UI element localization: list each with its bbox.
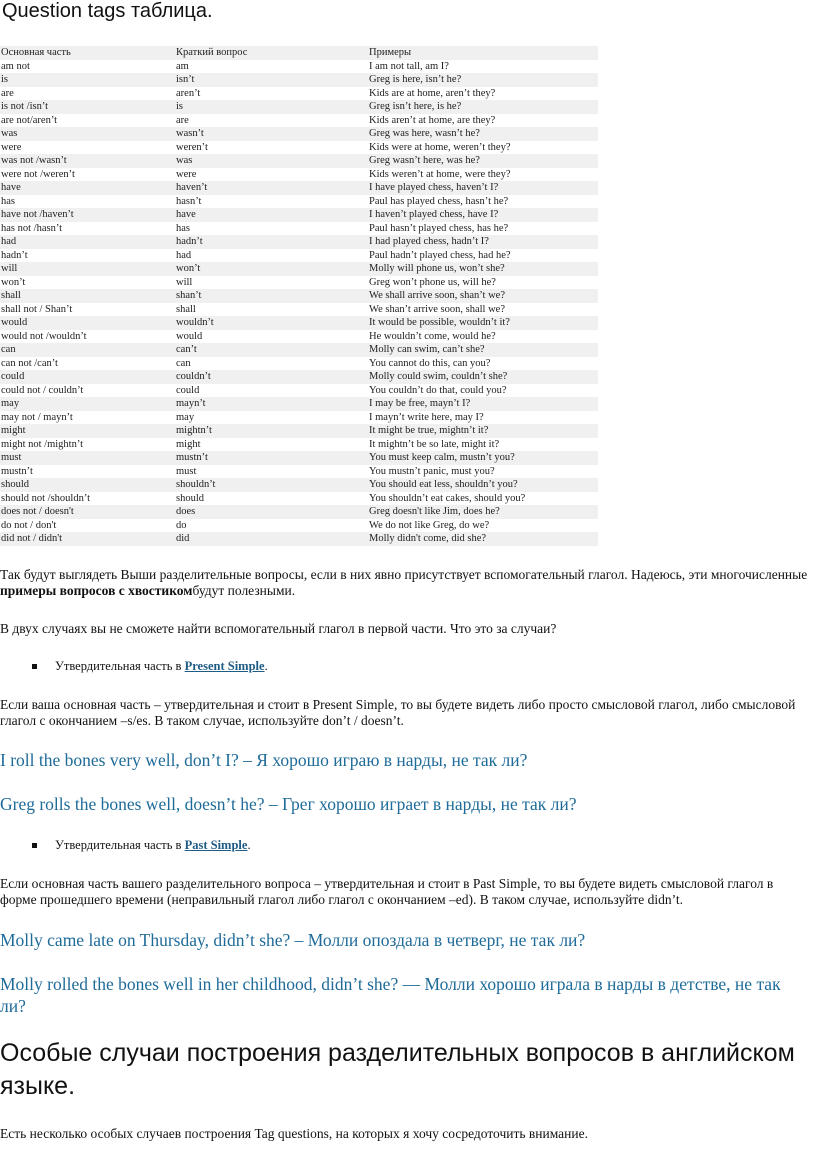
- cell-example: I may be free, mayn’t I?: [369, 398, 471, 409]
- paragraph-present-simple: Если ваша основная часть – утвердительная и стоит в Present Simple, то вы будете видеть либо просто смысловой глагол, либо смысловой глагол с окончанием –s/es. В таком случае, используйте don’t / doesn’t.: [0, 697, 796, 728]
- table-row: [0, 411, 598, 425]
- table-header-row: [0, 46, 598, 60]
- cell-tag: isn’t: [176, 74, 195, 85]
- cell-example: Paul hadn’t played chess, had he?: [369, 249, 511, 261]
- cell-example: Greg isn’t here, is he?: [369, 101, 462, 112]
- cell-tag: should: [176, 492, 205, 504]
- cell-main-part: was not /wasn’t: [1, 155, 67, 166]
- table-row: [0, 505, 598, 519]
- paragraph-two-cases: В двух случаях вы не сможете найти вспомогательный глагол в первой части. Что это за случаи?: [0, 621, 557, 636]
- table-row: [0, 330, 598, 344]
- cell-example: Kids were at home, weren’t they?: [369, 141, 511, 153]
- example-sentence-2: Greg rolls the bones well, doesn’t he? – Грег хорошо играет в нарды, не так ли?: [0, 794, 577, 814]
- cell-main-part: might not /mightn’t: [1, 438, 84, 450]
- table-row: [0, 303, 598, 317]
- bullet-square-icon: [32, 664, 37, 669]
- bullet-square-icon: [32, 843, 37, 848]
- cell-main-part: is not /isn’t: [1, 101, 49, 112]
- cell-main-part: mustn’t: [1, 465, 33, 477]
- cell-tag: shan’t: [176, 290, 202, 301]
- question-tags-table: [0, 46, 598, 546]
- table-row: [0, 60, 598, 74]
- cell-main-part: won’t: [1, 276, 26, 288]
- bullet-present-simple: [32, 659, 268, 674]
- table-row: [0, 154, 598, 168]
- table-row: [0, 492, 598, 506]
- cell-example: I am not tall, am I?: [369, 60, 449, 72]
- cell-example: You mustn’t panic, must you?: [369, 465, 495, 477]
- bullet-past-simple: [32, 838, 251, 853]
- cell-example: Molly could swim, couldn’t she?: [369, 371, 508, 382]
- cell-tag: aren’t: [176, 87, 201, 99]
- cell-example: I had played chess, hadn’t I?: [369, 236, 489, 247]
- cell-tag: couldn’t: [176, 371, 211, 382]
- cell-tag: have: [176, 209, 196, 220]
- cell-example: Greg doesn't like Jim, does he?: [369, 506, 500, 517]
- cell-main-part: will: [1, 263, 18, 274]
- cell-tag: does: [176, 506, 196, 517]
- cell-tag: wasn’t: [176, 128, 204, 139]
- cell-tag: hadn’t: [176, 236, 203, 247]
- paragraph-intro-end: будут полезными.: [192, 583, 296, 598]
- table-row: [0, 181, 598, 195]
- cell-main-part: would: [1, 317, 28, 328]
- table-row: [0, 208, 598, 222]
- table-row: [0, 343, 598, 357]
- cell-main-part: can: [1, 344, 16, 355]
- cell-example: It might be true, mightn’t it?: [369, 425, 489, 436]
- column-header-tag: Краткий вопрос: [176, 47, 248, 58]
- cell-main-part: should: [1, 479, 30, 490]
- cell-main-part: could: [1, 371, 25, 382]
- cell-main-part: hadn’t: [1, 249, 28, 261]
- cell-example: Paul hasn’t played chess, has he?: [369, 222, 509, 234]
- table-row: [0, 478, 598, 492]
- cell-main-part: should not /shouldn’t: [1, 492, 91, 504]
- cell-example: Greg wasn’t here, was he?: [369, 155, 480, 166]
- cell-tag: can’t: [176, 344, 197, 355]
- example-sentence-1: I roll the bones very well, don’t I? – Я хорошо играю в нарды, не так ли?: [0, 750, 528, 770]
- cell-tag: is: [176, 101, 184, 112]
- cell-example: We do not like Greg, do we?: [369, 519, 490, 531]
- cell-tag: had: [176, 249, 192, 261]
- table-row: [0, 168, 598, 182]
- cell-main-part: might: [1, 425, 26, 436]
- example-sentence-4: Molly rolled the bones well in her childhood, didn’t she? — Молли хорошо играла в нарды в детстве, не так ли?: [0, 974, 781, 1016]
- cell-example: Kids aren’t at home, are they?: [369, 114, 496, 126]
- cell-tag: has: [176, 222, 190, 234]
- bullet-text: Утвердительная часть в: [55, 838, 185, 852]
- column-header-examples: Примеры: [369, 47, 412, 58]
- cell-example: Paul has played chess, hasn’t he?: [369, 195, 509, 207]
- cell-example: Greg is here, isn’t he?: [369, 74, 462, 85]
- cell-main-part: could not / couldn’t: [1, 384, 84, 396]
- page-title: Question tags таблица.: [2, 0, 213, 22]
- cell-tag: did: [176, 533, 190, 544]
- cell-main-part: is: [1, 74, 9, 85]
- paragraph-intro: [0, 567, 810, 599]
- cell-tag: weren’t: [176, 141, 208, 153]
- present-simple-link[interactable]: Present Simple: [184, 659, 265, 673]
- table-row: [0, 519, 598, 533]
- table-row: [0, 289, 598, 303]
- cell-main-part: has not /hasn’t: [1, 222, 63, 234]
- column-header-main-part: Основная часть: [1, 47, 71, 58]
- table-row: [0, 451, 598, 465]
- table-row: [0, 141, 598, 155]
- cell-example: You must keep calm, mustn’t you?: [369, 452, 515, 463]
- cell-tag: won’t: [176, 263, 201, 274]
- table-row: [0, 262, 598, 276]
- cell-tag: hasn’t: [176, 195, 202, 207]
- cell-tag: am: [176, 60, 189, 72]
- cell-main-part: are: [1, 87, 14, 99]
- table-row: [0, 100, 598, 114]
- cell-tag: can: [176, 357, 191, 369]
- bullet-end: .: [264, 659, 268, 673]
- cell-tag: mustn’t: [176, 452, 208, 463]
- cell-main-part: was: [1, 128, 18, 139]
- cell-main-part: are not/aren’t: [1, 114, 58, 126]
- table-row: [0, 195, 598, 209]
- cell-main-part: did not / didn't: [1, 533, 63, 544]
- cell-example: He wouldn’t come, would he?: [369, 330, 496, 342]
- cell-tag: shall: [176, 303, 196, 315]
- cell-main-part: has: [1, 195, 15, 207]
- cell-main-part: have not /haven’t: [1, 209, 74, 220]
- cell-tag: mayn’t: [176, 398, 206, 409]
- table-row: [0, 249, 598, 263]
- table-row: [0, 235, 598, 249]
- cell-example: It mightn’t be so late, might it?: [369, 438, 500, 450]
- cell-main-part: shall not / Shan’t: [1, 303, 73, 315]
- cell-example: Greg was here, wasn’t he?: [369, 128, 480, 139]
- cell-main-part: must: [1, 452, 22, 463]
- cell-tag: will: [176, 276, 193, 288]
- cell-main-part: had: [1, 236, 17, 247]
- bullet-text: Утвердительная часть в: [55, 659, 185, 673]
- paragraph-intro-bold: примеры вопросов с хвостиком: [0, 583, 193, 598]
- table-row: [0, 127, 598, 141]
- past-simple-link[interactable]: Past Simple: [184, 838, 248, 852]
- table-row: [0, 438, 598, 452]
- cell-tag: wouldn’t: [176, 317, 214, 328]
- cell-example: Kids are at home, aren’t they?: [369, 87, 496, 99]
- cell-main-part: may not / mayn’t: [1, 411, 73, 423]
- cell-example: You shouldn’t eat cakes, should you?: [369, 492, 526, 504]
- cell-tag: haven’t: [176, 182, 208, 193]
- cell-tag: was: [176, 155, 193, 166]
- table-row: [0, 384, 598, 398]
- cell-main-part: do not / don't: [1, 519, 57, 531]
- cell-tag: might: [176, 438, 201, 450]
- paragraph-past-simple: Если основная часть вашего разделительного вопроса – утвердительная и стоит в Past Simple, то вы будете видеть смысловой глагол в форме прошедшего времени (неправильный глагол либо глагол с окончанием –ed). В таком случае, используйте didn’t.: [0, 876, 774, 907]
- cell-example: I have played chess, haven’t I?: [369, 182, 499, 193]
- cell-tag: could: [176, 384, 200, 396]
- table-row: [0, 114, 598, 128]
- table-row: [0, 397, 598, 411]
- table-row: [0, 532, 598, 546]
- cell-example: Kids weren’t at home, were they?: [369, 168, 511, 180]
- cell-main-part: shall: [1, 290, 21, 301]
- cell-tag: shouldn’t: [176, 479, 216, 490]
- table-row: [0, 87, 598, 101]
- cell-example: Greg won’t phone us, will he?: [369, 276, 496, 288]
- bullet-end: .: [247, 838, 251, 852]
- cell-main-part: does not / doesn't: [1, 506, 74, 517]
- paragraph-intro-text: Так будут выглядеть Выши разделительные вопросы, если в них явно присутствует вспомогательный глагол. Надеюсь, эти многочисленные: [0, 567, 808, 582]
- table-row: [0, 316, 598, 330]
- table-row: [0, 465, 598, 479]
- cell-example: I haven’t played chess, have I?: [369, 209, 499, 220]
- table-row: [0, 424, 598, 438]
- cell-example: You cannot do this, can you?: [369, 357, 491, 369]
- paragraph-special-cases: Есть несколько особых случаев построения Tag questions, на которых я хочу сосредоточить внимание.: [0, 1126, 588, 1141]
- cell-main-part: can not /can’t: [1, 357, 58, 369]
- table-row: [0, 73, 598, 87]
- cell-main-part: would not /wouldn’t: [1, 330, 87, 342]
- cell-tag: mightn’t: [176, 425, 212, 436]
- cell-main-part: were not /weren’t: [1, 168, 75, 180]
- cell-example: It would be possible, wouldn’t it?: [369, 317, 510, 328]
- section-heading: Особые случаи построения разделительных вопросов в английском языке.: [0, 1039, 795, 1100]
- cell-example: I mayn’t write here, may I?: [369, 411, 484, 423]
- cell-example: You should eat less, shouldn’t you?: [369, 479, 518, 490]
- example-sentence-3: Molly came late on Thursday, didn’t she? – Молли опоздала в четверг, не так ли?: [0, 930, 586, 950]
- cell-main-part: am not: [1, 60, 30, 72]
- cell-example: We shall arrive soon, shan’t we?: [369, 290, 506, 301]
- table-row: [0, 276, 598, 290]
- cell-tag: must: [176, 465, 197, 477]
- table-row: [0, 357, 598, 371]
- cell-main-part: were: [1, 141, 22, 153]
- table-row: [0, 222, 598, 236]
- cell-tag: are: [176, 114, 189, 126]
- cell-example: Molly will phone us, won’t she?: [369, 263, 505, 274]
- cell-example: Molly didn't come, did she?: [369, 533, 487, 544]
- cell-main-part: have: [1, 182, 21, 193]
- cell-example: You couldn’t do that, could you?: [369, 384, 507, 396]
- cell-example: Molly can swim, can’t she?: [369, 344, 485, 355]
- cell-tag: would: [176, 330, 203, 342]
- cell-main-part: may: [1, 398, 20, 409]
- cell-tag: do: [176, 519, 187, 531]
- cell-tag: were: [176, 168, 197, 180]
- table-row: [0, 370, 598, 384]
- cell-example: We shan’t arrive soon, shall we?: [369, 303, 506, 315]
- cell-tag: may: [176, 411, 195, 423]
